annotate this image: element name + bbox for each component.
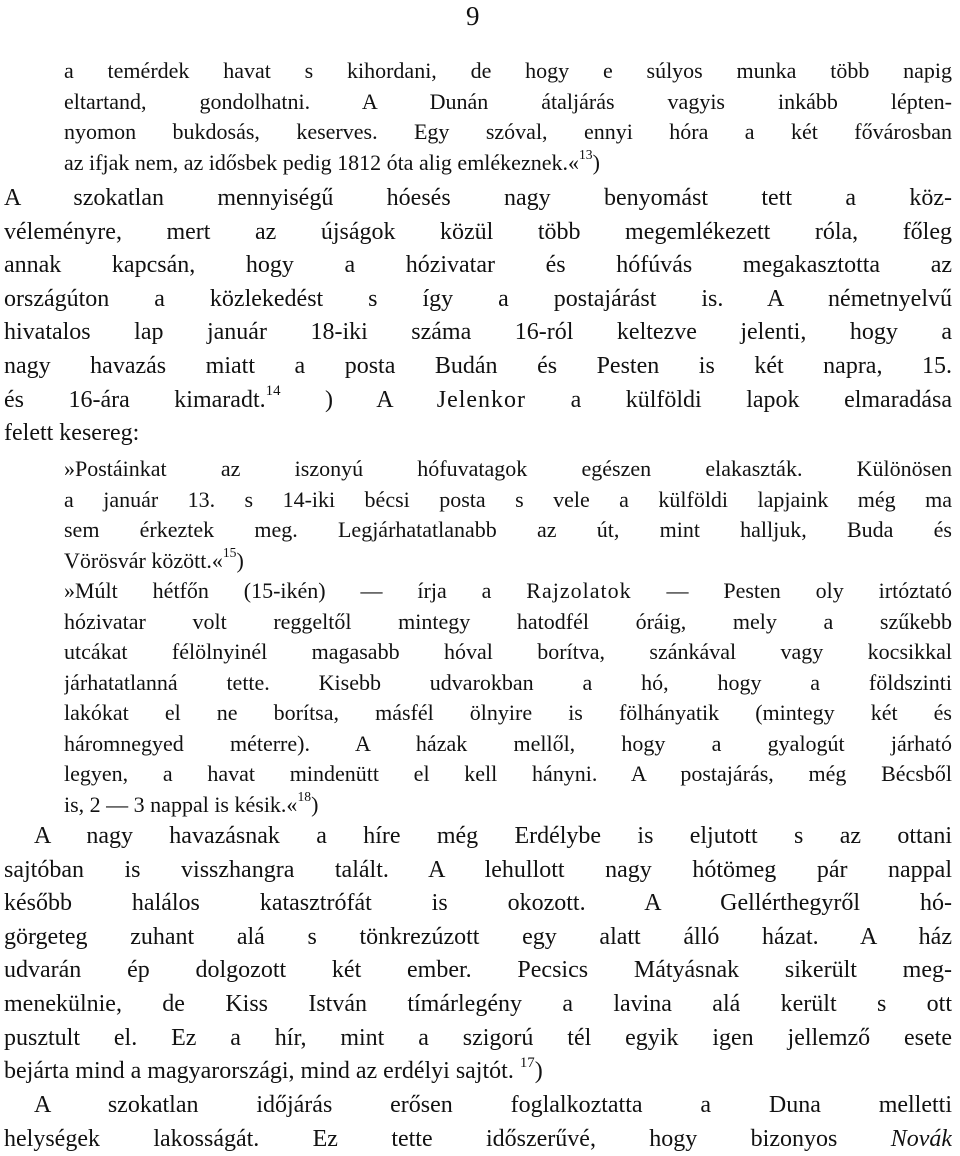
- footnote-close: ): [311, 791, 319, 817]
- quote-block-3: [64, 576, 952, 820]
- text-line: pusztult el. Ez a hír, mint a szigorú tél egyik igen jellemző esete: [4, 1024, 952, 1051]
- text-line: sem érkeztek meg. Legjárhatatlanabb az út, mint halljuk, Buda és: [64, 517, 952, 542]
- paragraph-1: [4, 182, 952, 451]
- text-line: [64, 148, 952, 179]
- periodical-title: Jelenkor: [436, 386, 527, 413]
- text-run: bejárta mind a magyarországi, mind az erdélyi sajtót.: [4, 1058, 514, 1085]
- text-line: hózivatar volt reggeltől mintegy hatodfél óráig, mely a szűkebb: [64, 608, 952, 634]
- page-number: 9: [466, 1, 480, 31]
- text-run: és 16-ára kimaradt.: [4, 386, 266, 413]
- text-line: hivatalos lap január 18-iki száma 16-ról keltezve jelenti, hogy a: [4, 319, 952, 346]
- text-line: utcákat félölnyinél magasabb hóval borítva, szánkával vagy kocsikkal: [64, 639, 952, 664]
- paragraph-3: [4, 1089, 952, 1156]
- text-line: felett kesereg:: [4, 420, 140, 447]
- paragraph-2: [4, 820, 952, 1089]
- text-line: A nagy havazásnak a híre még Erdélybe is eljutott s az ottani: [34, 823, 952, 849]
- quote-block-2: [64, 454, 952, 576]
- text-run: »Múlt hétfőn (15-ikén) — írja a: [64, 578, 492, 603]
- text-line: udvarán ép dolgozott két ember. Pecsics Mátyásnak sikerült meg-: [4, 957, 952, 984]
- footnote-ref: 14: [265, 383, 281, 400]
- footnote-ref: 13: [578, 147, 593, 163]
- text-line: véleményre, mert az újságok közül több megemlékezett róla, főleg: [4, 218, 952, 245]
- italic-name: Novák: [890, 1125, 952, 1152]
- text-run: ) A: [325, 386, 393, 413]
- text-line: [4, 1055, 952, 1089]
- text-line: [4, 384, 952, 418]
- text-run: a külföldi lapok elmaradása: [570, 386, 952, 413]
- text-line: [64, 576, 952, 607]
- quote-text: is, 2 — 3 nappal is késik.«: [64, 791, 298, 817]
- text-run: helységek lakosságát. Ez tette időszerűvé, hogy bizonyos: [4, 1125, 838, 1152]
- text-line: nagy havazás miatt a posta Budán és Pesten is két napra, 15.: [4, 352, 952, 379]
- quote-text: az ifjak nem, az idősbek pedig 1812 óta alig emlékeznek.«: [64, 149, 579, 175]
- footnote-close: ): [534, 1058, 543, 1085]
- text-line: a január 13. s 14-iki bécsi posta s vele a külföldi lapjaink még ma: [64, 486, 952, 512]
- text-line: annak kapcsán, hogy a hózivatar és hófúvás megakasztotta az: [4, 252, 952, 279]
- text-line: A szokatlan mennyiségű hóesés nagy benyomást tett a köz-: [4, 185, 952, 211]
- text-line: lakókat el ne borítsa, másfél ölnyire is fölhányatik (mintegy két és: [64, 700, 952, 725]
- footnote-ref: 18: [297, 789, 312, 805]
- quote-text: Vörösvár között.«: [64, 547, 223, 573]
- footnote-close: ): [592, 149, 600, 175]
- text-line: a temérdek havat s kihordani, de hogy e súlyos munka több napig: [64, 58, 952, 83]
- text-line: később halálos katasztrófát is okozott. A Gellérthegyről hó-: [4, 890, 952, 917]
- text-line: menekülnie, de Kiss István tímárlegény a lavina alá került s ott: [4, 990, 952, 1017]
- text-line: [64, 546, 952, 577]
- text-line: [64, 790, 952, 821]
- text-line: görgeteg zuhant alá s tönkrezúzott egy alatt álló házat. A ház: [4, 923, 952, 950]
- footnote-ref: 17: [519, 1055, 535, 1071]
- text-line: nyomon bukdosás, keserves. Egy szóval, ennyi hóra a két fővárosban: [64, 119, 952, 144]
- text-line: [4, 1123, 952, 1156]
- text-line: országúton a közlekedést s így a postajárást is. A németnyelvű: [4, 285, 952, 312]
- text-line: sajtóban is visszhangra talált. A lehullott nagy hótömeg pár nappal: [4, 856, 952, 883]
- text-line: »Postáinkat az iszonyú hófuvatagok egészen elakaszták. Különösen: [64, 456, 952, 481]
- footnote-ref: 15: [222, 545, 237, 561]
- text-line: legyen, a havat mindenütt el kell hányni. A postajárás, még Bécsből: [64, 761, 952, 786]
- quote-block-1: [64, 56, 952, 178]
- text-line: A szokatlan időjárás erősen foglalkoztatta a Duna melletti: [34, 1092, 952, 1118]
- text-run: — Pesten oly irtóztató: [666, 578, 952, 603]
- text-line: eltartand, gondolhatni. A Dunán átaljárás vagyis inkább lépten-: [64, 88, 952, 114]
- periodical-title: Rajzolatok: [526, 578, 632, 603]
- footnote-close: ): [236, 547, 244, 573]
- text-line: járhatatlanná tette. Kisebb udvarokban a hó, hogy a földszinti: [64, 669, 952, 695]
- text-line: háromnegyed méterre). A házak mellől, hogy a gyalogút járható: [64, 730, 952, 756]
